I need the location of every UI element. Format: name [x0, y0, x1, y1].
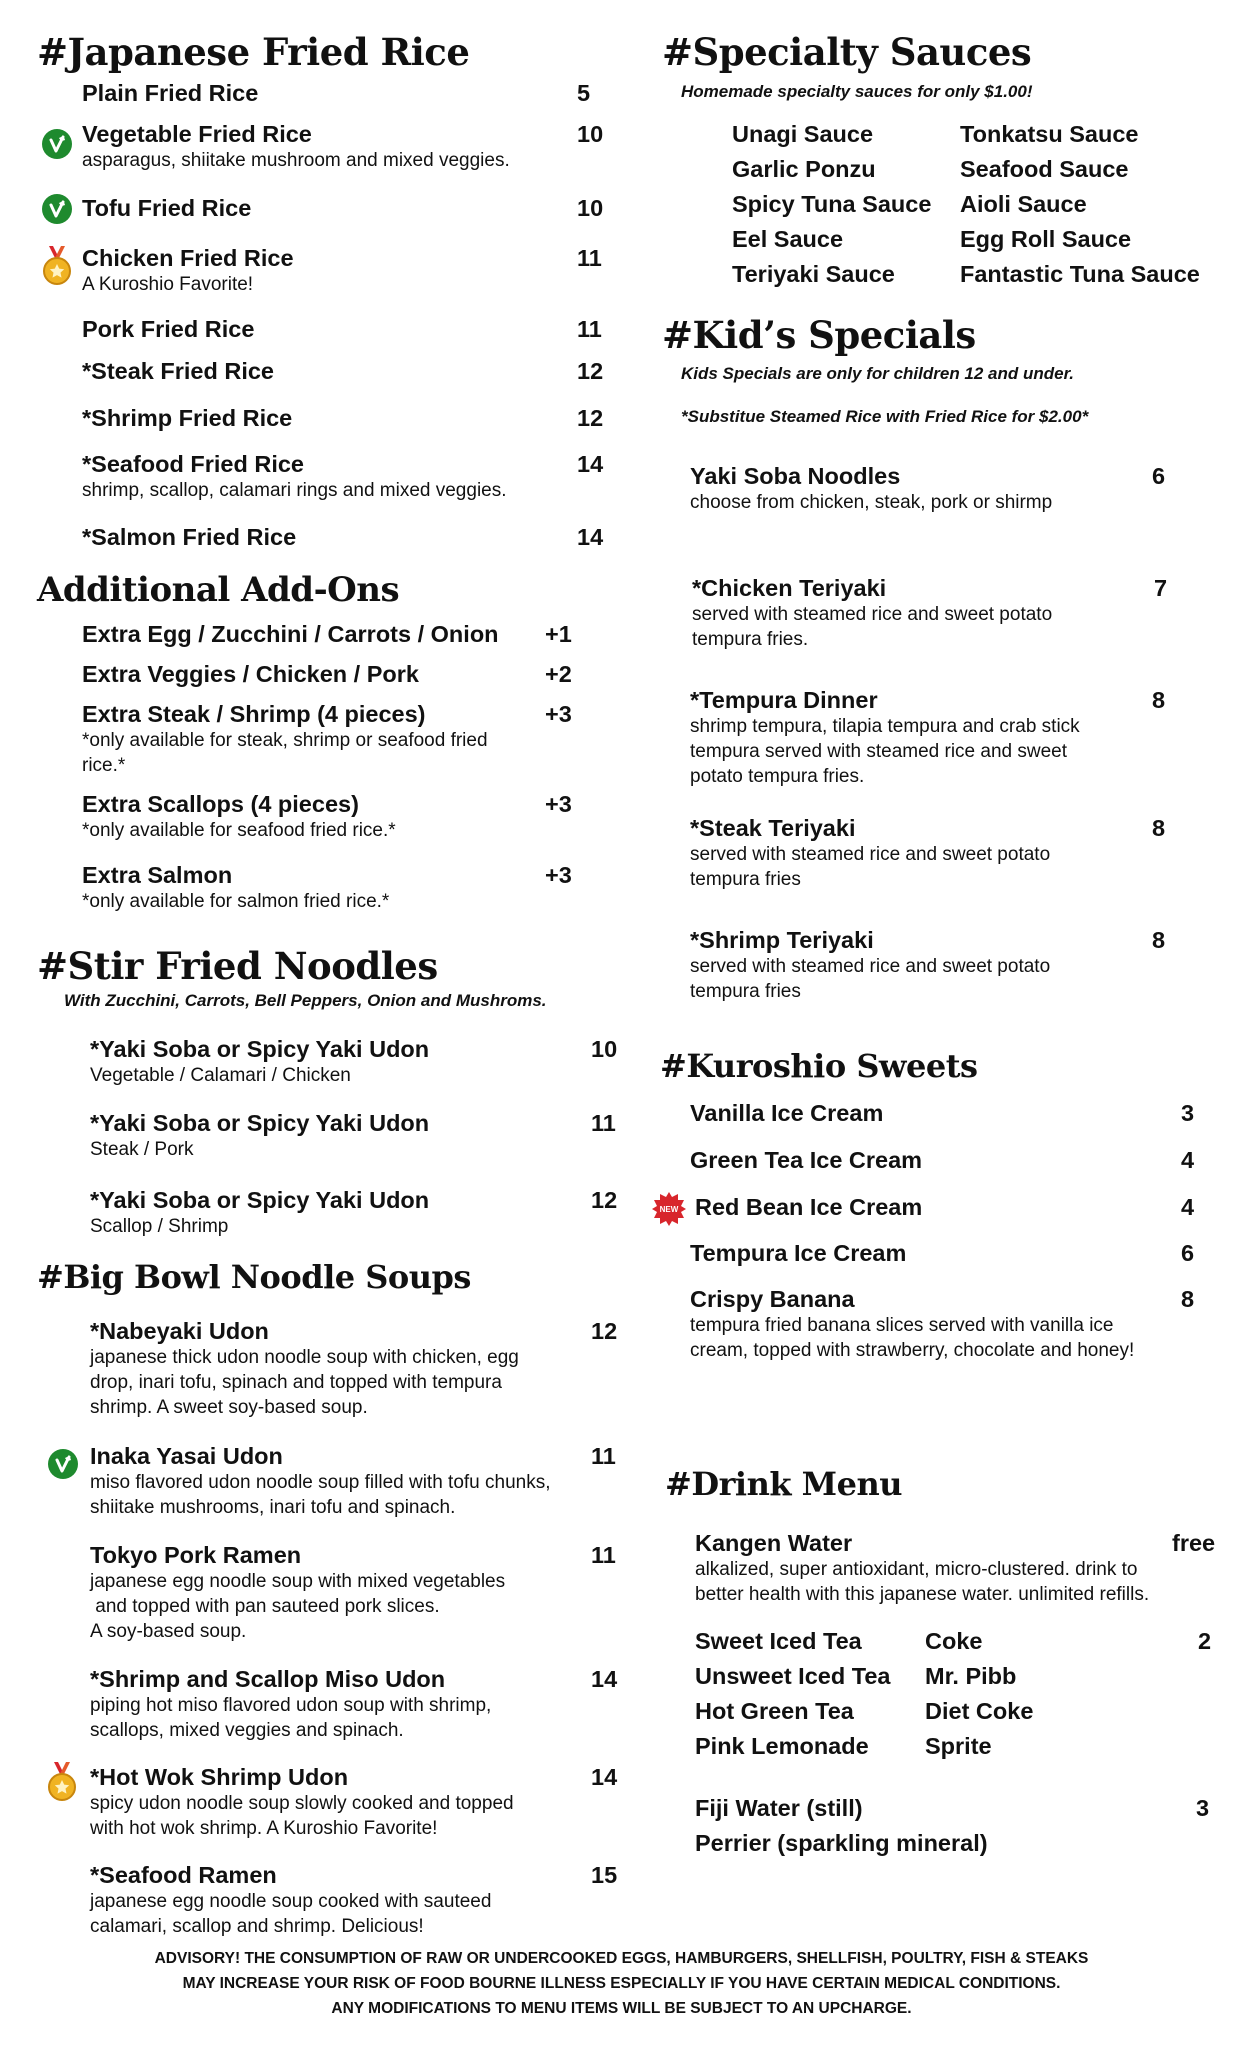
advisory-line: ADVISORY! THE CONSUMPTION OF RAW OR UNDERCOOKED EGGS, HAMBURGERS, SHELLFISH, POULTRY, FISH & STEAKS: [154, 1950, 1089, 1967]
item-description: japanese egg noodle soup with mixed vegetables: [90, 1571, 506, 1592]
menu-item: [695, 1194, 1215, 1221]
menu-item: [82, 524, 602, 551]
section-note: Kids Specials are only for children 12 and under.: [681, 364, 1075, 383]
item-description: *only available for seafood fried rice.*: [82, 820, 396, 841]
advisory-line: MAY INCREASE YOUR RISK OF FOOD BOURNE ILLNESS ESPECIALLY IF YOU HAVE CERTAIN MEDICAL CONDITIONS.: [182, 1975, 1061, 1992]
item-price: 4: [1181, 1194, 1195, 1220]
item-price: 3: [1196, 1795, 1210, 1821]
item-description: japanese thick udon noodle soup with chicken, egg: [90, 1347, 519, 1368]
item-name: *Hot Wok Shrimp Udon: [90, 1764, 349, 1790]
item-price: 14: [591, 1764, 618, 1790]
item-price: 14: [591, 1666, 618, 1692]
item-description: rice.*: [82, 755, 126, 776]
menu-item: [690, 815, 1170, 892]
item-description: drop, inari tofu, spinach and topped with tempura: [90, 1372, 502, 1393]
item-description: tempura fries.: [692, 629, 809, 650]
section-title-addons: Additional Add-Ons: [37, 570, 400, 610]
item-price: +3: [545, 791, 572, 817]
item-description: scallops, mixed veggies and spinach.: [90, 1720, 404, 1741]
item-description: with hot wok shrimp. A Kuroshio Favorite!: [90, 1818, 438, 1839]
vegan-leaf-icon: [41, 193, 73, 230]
item-price: 12: [577, 405, 604, 431]
sauce-item: Unagi Sauce: [732, 121, 874, 147]
drink-item: Diet Coke: [925, 1698, 1034, 1724]
drink-item: Sweet Iced Tea: [695, 1628, 862, 1654]
section-title-sauces: #Specialty Sauces: [662, 30, 1032, 74]
item-name: Vegetable Fried Rice: [82, 121, 312, 147]
menu-item: [690, 687, 1170, 789]
item-name: *Yaki Soba or Spicy Yaki Udon: [90, 1187, 430, 1213]
item-description: japanese egg noodle soup cooked with sauteed: [90, 1891, 492, 1912]
item-name: Green Tea Ice Cream: [690, 1147, 923, 1173]
item-description: shrimp tempura, tilapia tempura and crab stick: [690, 716, 1080, 737]
section-title-sweets: #Kuroshio Sweets: [660, 1047, 978, 1085]
item-name: Extra Egg / Zucchini / Carrots / Onion: [82, 621, 499, 647]
gold-medal-icon: [41, 246, 73, 291]
menu-item: [90, 1110, 620, 1162]
item-price: 10: [577, 195, 604, 221]
menu-item: [690, 927, 1170, 1004]
item-name: Crispy Banana: [690, 1286, 855, 1312]
item-price: 12: [591, 1318, 618, 1344]
menu-item: [82, 621, 602, 648]
item-name: Extra Veggies / Chicken / Pork: [82, 661, 419, 687]
drink-item: Sprite: [925, 1733, 992, 1759]
item-description: Steak / Pork: [90, 1139, 194, 1160]
item-description: cream, topped with strawberry, chocolate and honey!: [690, 1340, 1135, 1361]
section-title-kids: #Kid’s Specials: [662, 313, 976, 357]
item-price: 4: [1181, 1147, 1195, 1173]
drink-item: Pink Lemonade: [695, 1733, 869, 1759]
item-price: free: [1172, 1530, 1216, 1556]
item-name: Tofu Fried Rice: [82, 195, 252, 221]
item-price: +3: [545, 701, 572, 727]
menu-item: [690, 1147, 1210, 1174]
item-name: Tokyo Pork Ramen: [90, 1542, 302, 1568]
menu-item: [690, 1286, 1210, 1363]
item-description: tempura fries: [690, 981, 801, 1002]
section-title-fried-rice: #Japanese Fried Rice: [37, 30, 470, 74]
section-note: *Substitue Steamed Rice with Fried Rice for $2.00*: [681, 407, 1089, 426]
sauce-item: Tonkatsu Sauce: [960, 121, 1139, 147]
drink-item: Perrier (sparkling mineral): [695, 1830, 988, 1856]
item-price: 11: [591, 1443, 616, 1469]
item-description: A soy-based soup.: [90, 1621, 247, 1642]
menu-item: [82, 80, 602, 107]
item-price: 7: [1154, 575, 1168, 601]
item-price: 5: [577, 80, 591, 106]
drink-item: Mr. Pibb: [925, 1663, 1017, 1689]
menu-item: [82, 791, 602, 843]
drink-item: Hot Green Tea: [695, 1698, 854, 1724]
menu-item: [690, 463, 1170, 515]
item-name: *Salmon Fried Rice: [82, 524, 297, 550]
item-name: Plain Fried Rice: [82, 80, 259, 106]
menu-item: [82, 245, 602, 297]
vegan-leaf-icon: [41, 128, 73, 165]
section-title-drinks: #Drink Menu: [665, 1465, 902, 1503]
menu-item: [690, 1100, 1210, 1127]
item-price: 6: [1152, 463, 1166, 489]
menu-item: [82, 862, 602, 914]
item-description: potato tempura fries.: [690, 766, 865, 787]
item-price: 11: [577, 245, 602, 271]
item-description: shrimp, scallop, calamari rings and mixed veggies.: [82, 480, 507, 501]
item-description: served with steamed rice and sweet potato: [690, 956, 1051, 977]
drink-item: Unsweet Iced Tea: [695, 1663, 891, 1689]
menu-item: [690, 1240, 1210, 1267]
item-price: 12: [577, 358, 604, 384]
item-description: piping hot miso flavored udon soup with shrimp,: [90, 1695, 492, 1716]
item-name: *Shrimp Teriyaki: [690, 927, 874, 953]
section-subtitle: Homemade specialty sauces for only $1.00!: [681, 82, 1033, 101]
item-price: 10: [591, 1036, 618, 1062]
item-description: *only available for steak, shrimp or seafood fried: [82, 730, 488, 751]
item-price: 14: [577, 524, 604, 550]
item-price: 3: [1181, 1100, 1195, 1126]
item-name: *Shrimp Fried Rice: [82, 405, 293, 431]
sauce-item: Teriyaki Sauce: [732, 261, 895, 287]
item-name: Tempura Ice Cream: [690, 1240, 907, 1266]
item-description: miso flavored udon noodle soup filled with tofu chunks,: [90, 1472, 551, 1493]
item-description: and topped with pan sauteed pork slices.: [90, 1596, 440, 1617]
item-description: spicy udon noodle soup slowly cooked and topped: [90, 1793, 514, 1814]
item-name: *Nabeyaki Udon: [90, 1318, 269, 1344]
item-price: 8: [1152, 687, 1166, 713]
item-name: *Steak Fried Rice: [82, 358, 275, 384]
item-name: Red Bean Ice Cream: [695, 1194, 923, 1220]
item-price: 8: [1152, 927, 1166, 953]
menu-item: [90, 1443, 620, 1520]
item-name: Extra Scallops (4 pieces): [82, 791, 359, 817]
drink-item: Fiji Water (still): [695, 1795, 863, 1821]
menu-item: [90, 1187, 620, 1239]
item-price: 14: [577, 451, 604, 477]
gold-medal-icon: [46, 1762, 78, 1807]
item-name: *Seafood Fried Rice: [82, 451, 304, 477]
section-title-soups: #Big Bowl Noodle Soups: [37, 1258, 471, 1296]
item-name: Yaki Soba Noodles: [690, 463, 901, 489]
menu-item: [82, 316, 602, 343]
sauce-item: Egg Roll Sauce: [960, 226, 1132, 252]
item-description: better health with this japanese water. unlimited refills.: [695, 1584, 1150, 1605]
item-description: A Kuroshio Favorite!: [82, 274, 254, 295]
item-name: *Steak Teriyaki: [690, 815, 856, 841]
item-name: *Seafood Ramen: [90, 1862, 277, 1888]
menu-item: [82, 701, 602, 778]
item-description: tempura fried banana slices served with vanilla ice: [690, 1315, 1114, 1336]
item-name: Extra Steak / Shrimp (4 pieces): [82, 701, 426, 727]
advisory-line: ANY MODIFICATIONS TO MENU ITEMS WILL BE SUBJECT TO AN UPCHARGE.: [331, 2000, 912, 2017]
menu-item: [82, 121, 602, 173]
sauce-item: Eel Sauce: [732, 226, 844, 252]
item-name: Pork Fried Rice: [82, 316, 255, 342]
item-name: Chicken Fried Rice: [82, 245, 294, 271]
item-name: Inaka Yasai Udon: [90, 1443, 283, 1469]
item-name: *Tempura Dinner: [690, 687, 878, 713]
sauce-item: Spicy Tuna Sauce: [732, 191, 932, 217]
sauce-item: Aioli Sauce: [960, 191, 1087, 217]
item-description: served with steamed rice and sweet potato: [690, 844, 1051, 865]
item-price: 6: [1181, 1240, 1195, 1266]
item-description: *only available for salmon fried rice.*: [82, 891, 390, 912]
section-title-noodles: #Stir Fried Noodles: [37, 944, 438, 988]
item-price: 11: [591, 1110, 616, 1136]
item-price: 15: [591, 1862, 618, 1888]
item-name: *Shrimp and Scallop Miso Udon: [90, 1666, 446, 1692]
item-price: 12: [591, 1187, 618, 1213]
item-price: +3: [545, 862, 572, 888]
menu-item: [90, 1318, 620, 1420]
item-name: Vanilla Ice Cream: [690, 1100, 884, 1126]
menu-item: [90, 1666, 620, 1743]
menu-item: [90, 1542, 620, 1644]
item-name: *Yaki Soba or Spicy Yaki Udon: [90, 1036, 430, 1062]
item-price: +1: [545, 621, 572, 647]
item-description: shiitake mushrooms, inari tofu and spinach.: [90, 1497, 456, 1518]
menu-item: [82, 195, 602, 222]
vegan-leaf-icon: [47, 1448, 79, 1485]
menu-item: [82, 661, 602, 688]
item-price: 11: [591, 1542, 616, 1568]
item-description: tempura fries: [690, 869, 801, 890]
menu-item: [90, 1764, 620, 1841]
item-description: calamari, scallop and shrimp. Delicious!: [90, 1916, 424, 1937]
item-description: tempura served with steamed rice and sweet: [690, 741, 1068, 762]
item-name: *Yaki Soba or Spicy Yaki Udon: [90, 1110, 430, 1136]
item-name: Kangen Water: [695, 1530, 853, 1556]
item-price: +2: [545, 661, 572, 687]
item-description: choose from chicken, steak, pork or shirmp: [690, 492, 1053, 513]
item-description: served with steamed rice and sweet potato: [692, 604, 1053, 625]
menu-item: [692, 575, 1172, 652]
item-description: Vegetable / Calamari / Chicken: [90, 1065, 351, 1086]
item-price: 2: [1198, 1628, 1212, 1654]
item-price: 8: [1152, 815, 1166, 841]
sauce-item: Fantastic Tuna Sauce: [960, 261, 1200, 287]
menu-item: [695, 1530, 1225, 1607]
item-name: Extra Salmon: [82, 862, 233, 888]
sauce-item: Seafood Sauce: [960, 156, 1129, 182]
item-price: 11: [577, 316, 602, 342]
item-description: asparagus, shiitake mushroom and mixed veggies.: [82, 150, 510, 171]
item-description: alkalized, super antioxidant, micro-clustered. drink to: [695, 1559, 1138, 1580]
new-badge-icon: [651, 1191, 687, 1232]
menu-item: [82, 451, 602, 503]
item-price: 10: [577, 121, 604, 147]
new-badge-text: NEW: [659, 1205, 679, 1214]
menu-item: [90, 1036, 620, 1088]
item-description: shrimp. A sweet soy-based soup.: [90, 1397, 368, 1418]
item-name: *Chicken Teriyaki: [692, 575, 887, 601]
item-description: Scallop / Shrimp: [90, 1216, 229, 1237]
sauce-item: Garlic Ponzu: [732, 156, 876, 182]
section-subtitle: With Zucchini, Carrots, Bell Peppers, Onion and Mushroms.: [64, 991, 547, 1010]
drink-item: Coke: [925, 1628, 983, 1654]
item-price: 8: [1181, 1286, 1195, 1312]
menu-item: [82, 405, 602, 432]
menu-item: [90, 1862, 620, 1939]
menu-item: [82, 358, 602, 385]
